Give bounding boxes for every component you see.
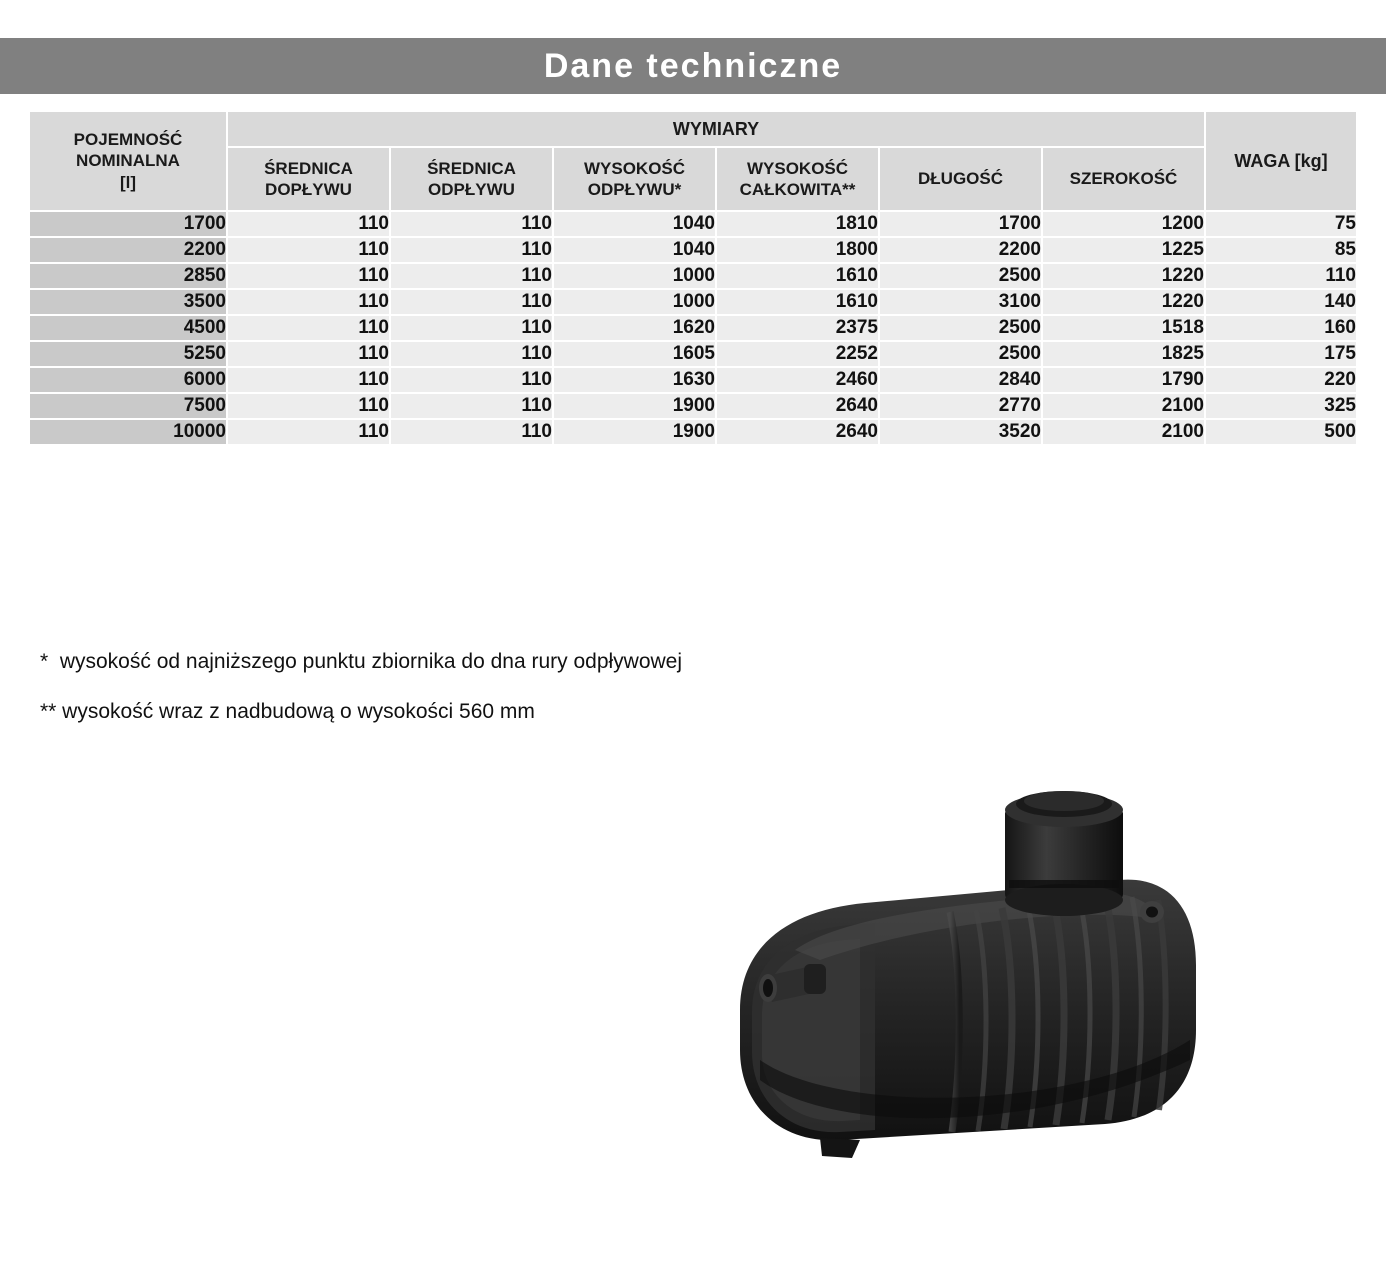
table-row xyxy=(29,237,1357,263)
cell-outlet-height: 1620 xyxy=(553,315,716,341)
cell-capacity: 1700 xyxy=(29,211,227,237)
cell-length: 2200 xyxy=(879,237,1042,263)
table-row xyxy=(29,341,1357,367)
outlet-diameter-line1: ŚREDNICA xyxy=(427,158,516,178)
cell-total-height: 1610 xyxy=(716,263,879,289)
cell-inlet: 110 xyxy=(227,289,390,315)
cell-capacity: 10000 xyxy=(29,419,227,445)
cell-width: 1220 xyxy=(1042,263,1205,289)
capacity-label-line1: POJEMNOŚĆ xyxy=(73,130,183,150)
cell-width: 1518 xyxy=(1042,315,1205,341)
cell-length: 2770 xyxy=(879,393,1042,419)
cell-inlet: 110 xyxy=(227,315,390,341)
technical-data-table-wrapper xyxy=(28,110,1358,446)
technical-data-table xyxy=(28,110,1358,446)
cell-outlet: 110 xyxy=(390,315,553,341)
footnote-2: ** wysokość wraz z nadbudową o wysokości 560 mm xyxy=(40,700,535,723)
table-row xyxy=(29,367,1357,393)
cell-capacity: 2850 xyxy=(29,263,227,289)
cell-capacity: 2200 xyxy=(29,237,227,263)
cell-capacity: 6000 xyxy=(29,367,227,393)
cell-width: 2100 xyxy=(1042,419,1205,445)
cell-weight: 160 xyxy=(1205,315,1357,341)
column-header-inlet-diameter xyxy=(227,147,390,211)
cell-weight: 220 xyxy=(1205,367,1357,393)
cell-outlet-height: 1605 xyxy=(553,341,716,367)
cell-outlet-height: 1000 xyxy=(553,289,716,315)
column-header-total-height xyxy=(716,147,879,211)
cell-width: 1225 xyxy=(1042,237,1205,263)
outlet-height-line2: ODPŁYWU* xyxy=(587,180,682,199)
cell-outlet: 110 xyxy=(390,211,553,237)
total-height-line2: CAŁKOWITA** xyxy=(739,180,856,199)
column-header-weight: WAGA [kg] xyxy=(1205,111,1357,211)
cell-inlet: 110 xyxy=(227,211,390,237)
table-row xyxy=(29,263,1357,289)
cell-capacity: 3500 xyxy=(29,289,227,315)
outlet-pipe xyxy=(1140,901,1164,923)
cell-total-height: 1800 xyxy=(716,237,879,263)
cell-total-height: 2640 xyxy=(716,393,879,419)
cell-weight: 500 xyxy=(1205,419,1357,445)
cell-width: 1825 xyxy=(1042,341,1205,367)
capacity-label-line2: NOMINALNA xyxy=(76,151,180,171)
page-title: Dane techniczne xyxy=(543,46,843,85)
cell-weight: 85 xyxy=(1205,237,1357,263)
tank-body xyxy=(740,880,1196,1158)
table-row xyxy=(29,315,1357,341)
cell-total-height: 1610 xyxy=(716,289,879,315)
product-image-underground-tank xyxy=(700,760,1220,1180)
footnotes xyxy=(40,650,1240,750)
cell-weight: 110 xyxy=(1205,263,1357,289)
table-row xyxy=(29,419,1357,445)
cell-capacity: 7500 xyxy=(29,393,227,419)
cell-width: 1220 xyxy=(1042,289,1205,315)
cell-weight: 175 xyxy=(1205,341,1357,367)
table-body xyxy=(29,211,1357,445)
riser-ring xyxy=(1009,880,1119,888)
table-header xyxy=(29,111,1357,211)
cell-total-height: 2640 xyxy=(716,419,879,445)
cell-outlet: 110 xyxy=(390,341,553,367)
tank-foot xyxy=(820,1138,860,1158)
cell-width: 1200 xyxy=(1042,211,1205,237)
riser-lid-top xyxy=(1024,791,1104,811)
cell-inlet: 110 xyxy=(227,263,390,289)
cell-width: 2100 xyxy=(1042,393,1205,419)
cell-width: 1790 xyxy=(1042,367,1205,393)
cell-inlet: 110 xyxy=(227,237,390,263)
cell-length: 2500 xyxy=(879,341,1042,367)
capacity-label-line3: [l] xyxy=(119,172,137,192)
outlet-diameter-line2: ODPŁYWU xyxy=(428,180,515,199)
cell-outlet-height: 1900 xyxy=(553,419,716,445)
table-header-row-1 xyxy=(29,111,1357,147)
page-title-bar xyxy=(0,38,1386,94)
cell-total-height: 2252 xyxy=(716,341,879,367)
inlet-diameter-line2: DOPŁYWU xyxy=(265,180,352,199)
cell-inlet: 110 xyxy=(227,341,390,367)
column-group-header-dimensions: WYMIARY xyxy=(227,111,1205,147)
column-header-outlet-height xyxy=(553,147,716,211)
cell-total-height: 2460 xyxy=(716,367,879,393)
table-header-row-2 xyxy=(29,147,1357,211)
cell-length: 1700 xyxy=(879,211,1042,237)
tank-illustration xyxy=(700,760,1220,1180)
table-row xyxy=(29,289,1357,315)
cell-inlet: 110 xyxy=(227,367,390,393)
riser-base xyxy=(1005,884,1123,916)
cell-outlet: 110 xyxy=(390,419,553,445)
cell-outlet-height: 1040 xyxy=(553,211,716,237)
cell-weight: 75 xyxy=(1205,211,1357,237)
cell-length: 2500 xyxy=(879,263,1042,289)
cell-length: 2500 xyxy=(879,315,1042,341)
cell-outlet-height: 1000 xyxy=(553,263,716,289)
cell-length: 3520 xyxy=(879,419,1042,445)
total-height-line1: WYSOKOŚĆ xyxy=(746,158,849,178)
cell-outlet-height: 1040 xyxy=(553,237,716,263)
inlet-diameter-line1: ŚREDNICA xyxy=(264,158,353,178)
table-row xyxy=(29,393,1357,419)
cell-inlet: 110 xyxy=(227,419,390,445)
column-header-outlet-diameter xyxy=(390,147,553,211)
tank-riser xyxy=(1005,791,1123,916)
cell-outlet: 110 xyxy=(390,289,553,315)
column-header-capacity xyxy=(29,111,227,211)
table-row xyxy=(29,211,1357,237)
column-header-width: SZEROKOŚĆ xyxy=(1042,147,1205,211)
footnote-1: * wysokość od najniższego punktu zbiornika do dna rury odpływowej xyxy=(40,650,683,673)
cell-capacity: 4500 xyxy=(29,315,227,341)
cell-outlet-height: 1630 xyxy=(553,367,716,393)
cell-capacity: 5250 xyxy=(29,341,227,367)
cell-length: 2840 xyxy=(879,367,1042,393)
cell-outlet: 110 xyxy=(390,237,553,263)
cell-inlet: 110 xyxy=(227,393,390,419)
cell-outlet: 110 xyxy=(390,367,553,393)
cell-outlet: 110 xyxy=(390,393,553,419)
cell-outlet: 110 xyxy=(390,263,553,289)
cell-length: 3100 xyxy=(879,289,1042,315)
cell-weight: 325 xyxy=(1205,393,1357,419)
column-header-length: DŁUGOŚĆ xyxy=(879,147,1042,211)
outlet-height-line1: WYSOKOŚĆ xyxy=(583,158,686,178)
cell-total-height: 1810 xyxy=(716,211,879,237)
cell-outlet-height: 1900 xyxy=(553,393,716,419)
cell-weight: 140 xyxy=(1205,289,1357,315)
cell-total-height: 2375 xyxy=(716,315,879,341)
